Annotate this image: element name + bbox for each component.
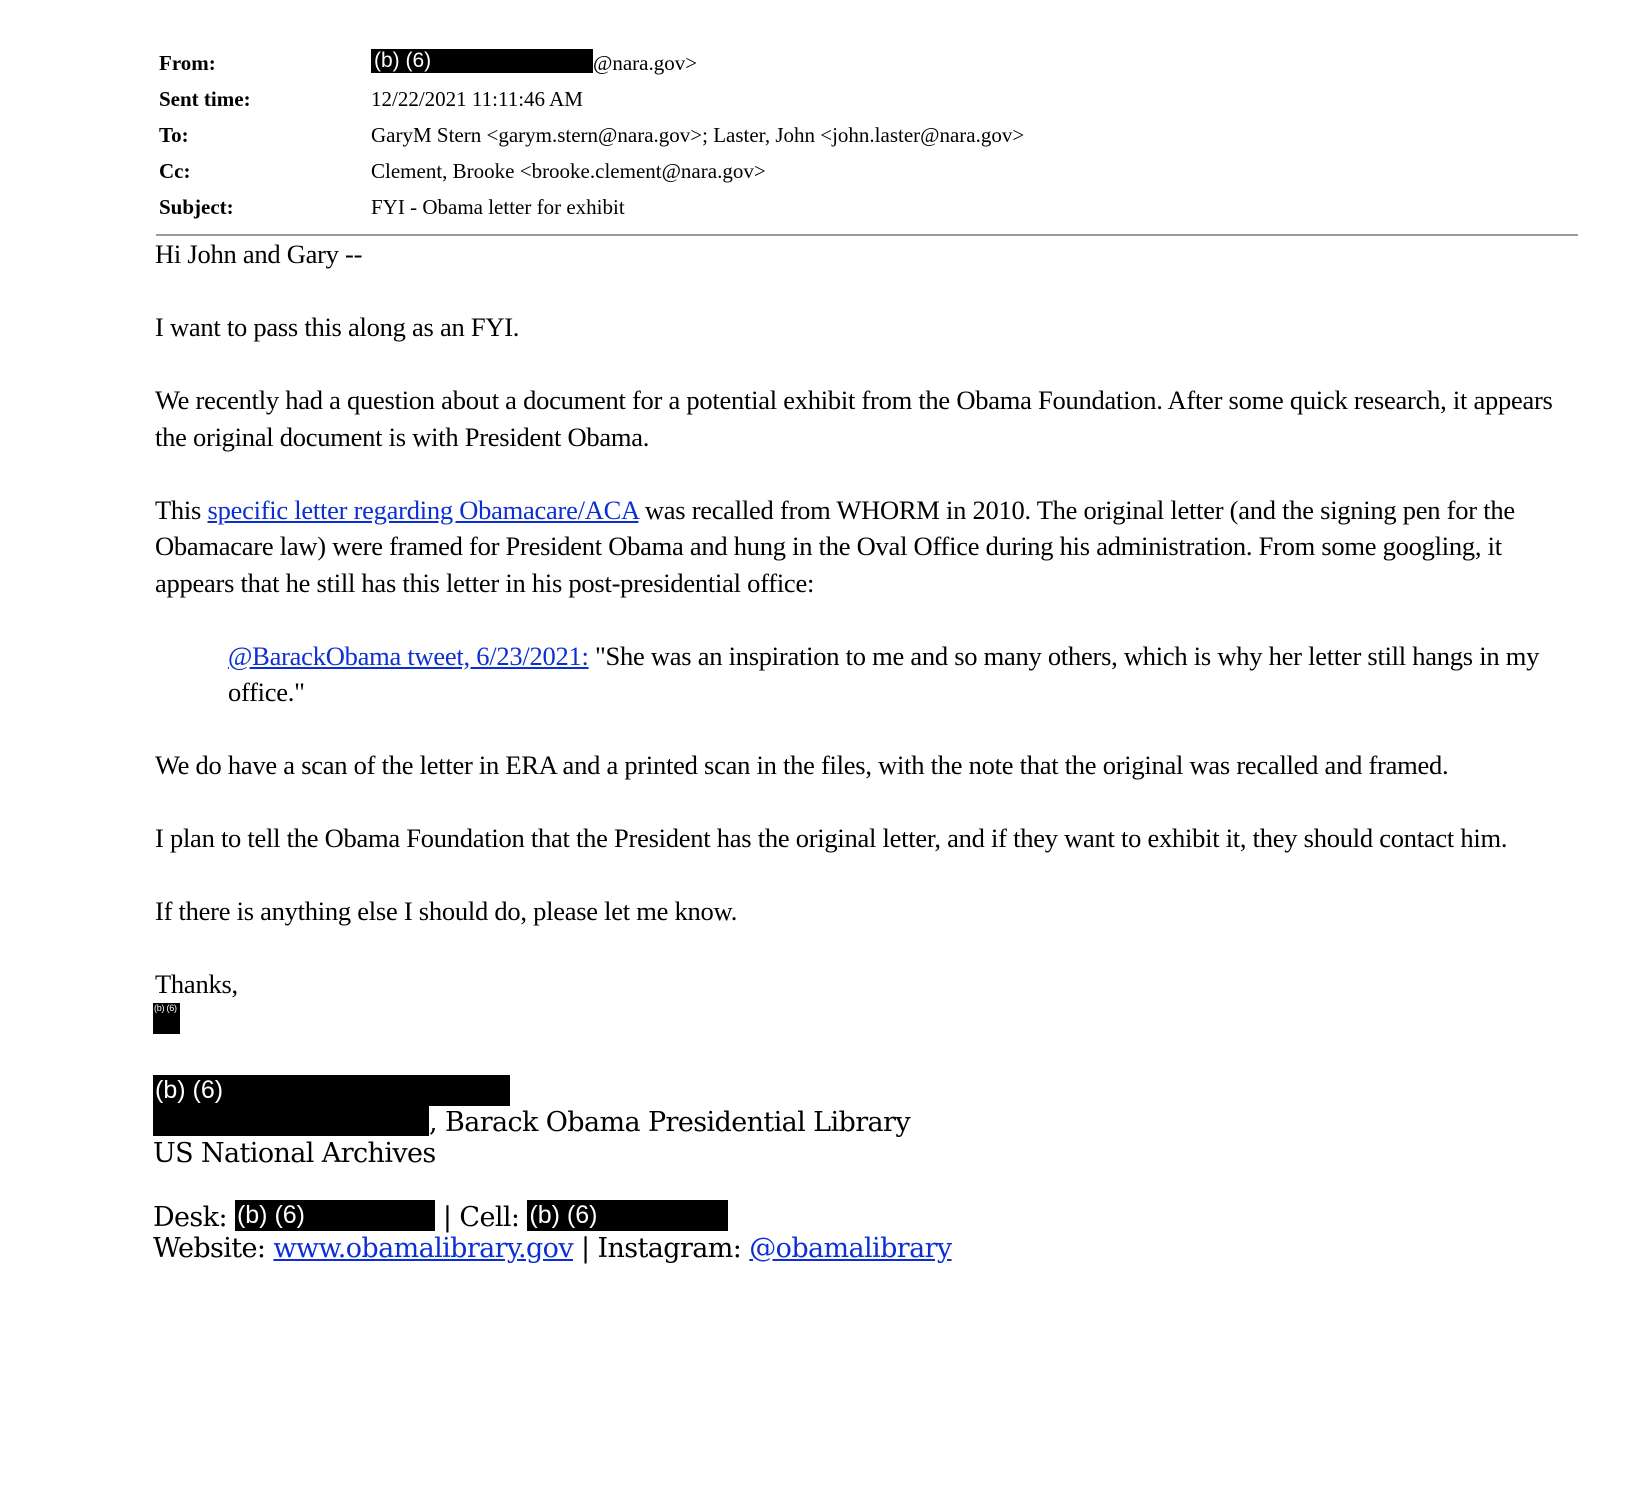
sent-row [159, 84, 1579, 120]
letter-text-after: was recalled from WHORM in 2010. The original letter (and the signing pen for the Obamacare law) were framed for President Obama and hung in the Oval Office during his administration. From some googling, it appears that he still has this letter in his post-presidential office: [155, 494, 1515, 598]
instagram-label: | Instagram: [572, 1233, 750, 1264]
instagram-link[interactable]: @obamalibrary [749, 1233, 952, 1264]
cell-label: | Cell: [434, 1202, 528, 1233]
from-value [371, 48, 697, 78]
sent-label: Sent time: [159, 87, 251, 111]
paragraph-question: We recently had a question about a document for a potential exhibit from the Obama Foundation. After some quick research, it appears the original document is with President Obama. [155, 385, 1553, 452]
archives-name: US National Archives [153, 1138, 436, 1169]
cc-value: Clement, Brooke <brooke.clement@nara.gov> [371, 159, 766, 183]
tweet-quote [228, 638, 1565, 711]
paragraph-letter [155, 492, 1565, 602]
letter-text-before: This [155, 494, 208, 525]
greeting: Hi John and Gary -- [155, 239, 363, 269]
email-header [159, 48, 1579, 228]
subject-value: FYI - Obama letter for exhibit [371, 195, 625, 219]
subject-label: Subject: [159, 195, 234, 219]
initials-redaction: (b) (6) [153, 1003, 180, 1034]
from-row [159, 48, 1579, 84]
from-label: From: [159, 51, 216, 75]
signature-title-line [153, 1106, 1153, 1138]
signature-title-redaction [153, 1106, 429, 1136]
from-domain: @nara.gov> [593, 51, 698, 75]
email-body [155, 234, 1565, 1034]
paragraph-plan: I plan to tell the Obama Foundation that the President has the original letter, and if they want to exhibit it, they should contact him. [155, 823, 1508, 853]
paragraph-scan: We do have a scan of the letter in ERA and a printed scan in the files, with the note that the original was recalled and framed. [155, 750, 1449, 780]
subject-row [159, 192, 1579, 228]
tweet-link[interactable]: @BarackObama tweet, 6/23/2021: [228, 640, 589, 671]
paragraph-fyi: I want to pass this along as an FYI. [155, 312, 520, 342]
desk-redaction: (b) (6) [235, 1200, 435, 1231]
web-line [153, 1233, 1153, 1266]
closing: Thanks, [155, 969, 238, 999]
cell-redaction: (b) (6) [527, 1200, 728, 1231]
phone-line [153, 1200, 1153, 1233]
from-redaction: (b) (6) [371, 49, 593, 73]
signature-block [153, 1075, 1153, 1266]
paragraph-anything-else: If there is anything else I should do, please let me know. [155, 896, 738, 926]
cc-label: Cc: [159, 159, 191, 183]
letter-link[interactable]: specific letter regarding Obamacare/ACA [207, 494, 639, 525]
cc-row [159, 156, 1579, 192]
to-row [159, 120, 1579, 156]
website-link[interactable]: www.obamalibrary.gov [273, 1233, 573, 1264]
sent-value: 12/22/2021 11:11:46 AM [371, 87, 583, 111]
library-name: , Barack Obama Presidential Library [429, 1107, 910, 1138]
signature-name-redaction: (b) (6) [153, 1075, 510, 1106]
tweet-text: "She was an inspiration to me and so many others, which is why her letter still hangs in my office." [228, 640, 1540, 707]
desk-label: Desk: [153, 1202, 235, 1233]
to-value: GaryM Stern <garym.stern@nara.gov>; Laster, John <john.laster@nara.gov> [371, 123, 1025, 147]
website-label: Website: [153, 1233, 274, 1264]
to-label: To: [159, 123, 189, 147]
